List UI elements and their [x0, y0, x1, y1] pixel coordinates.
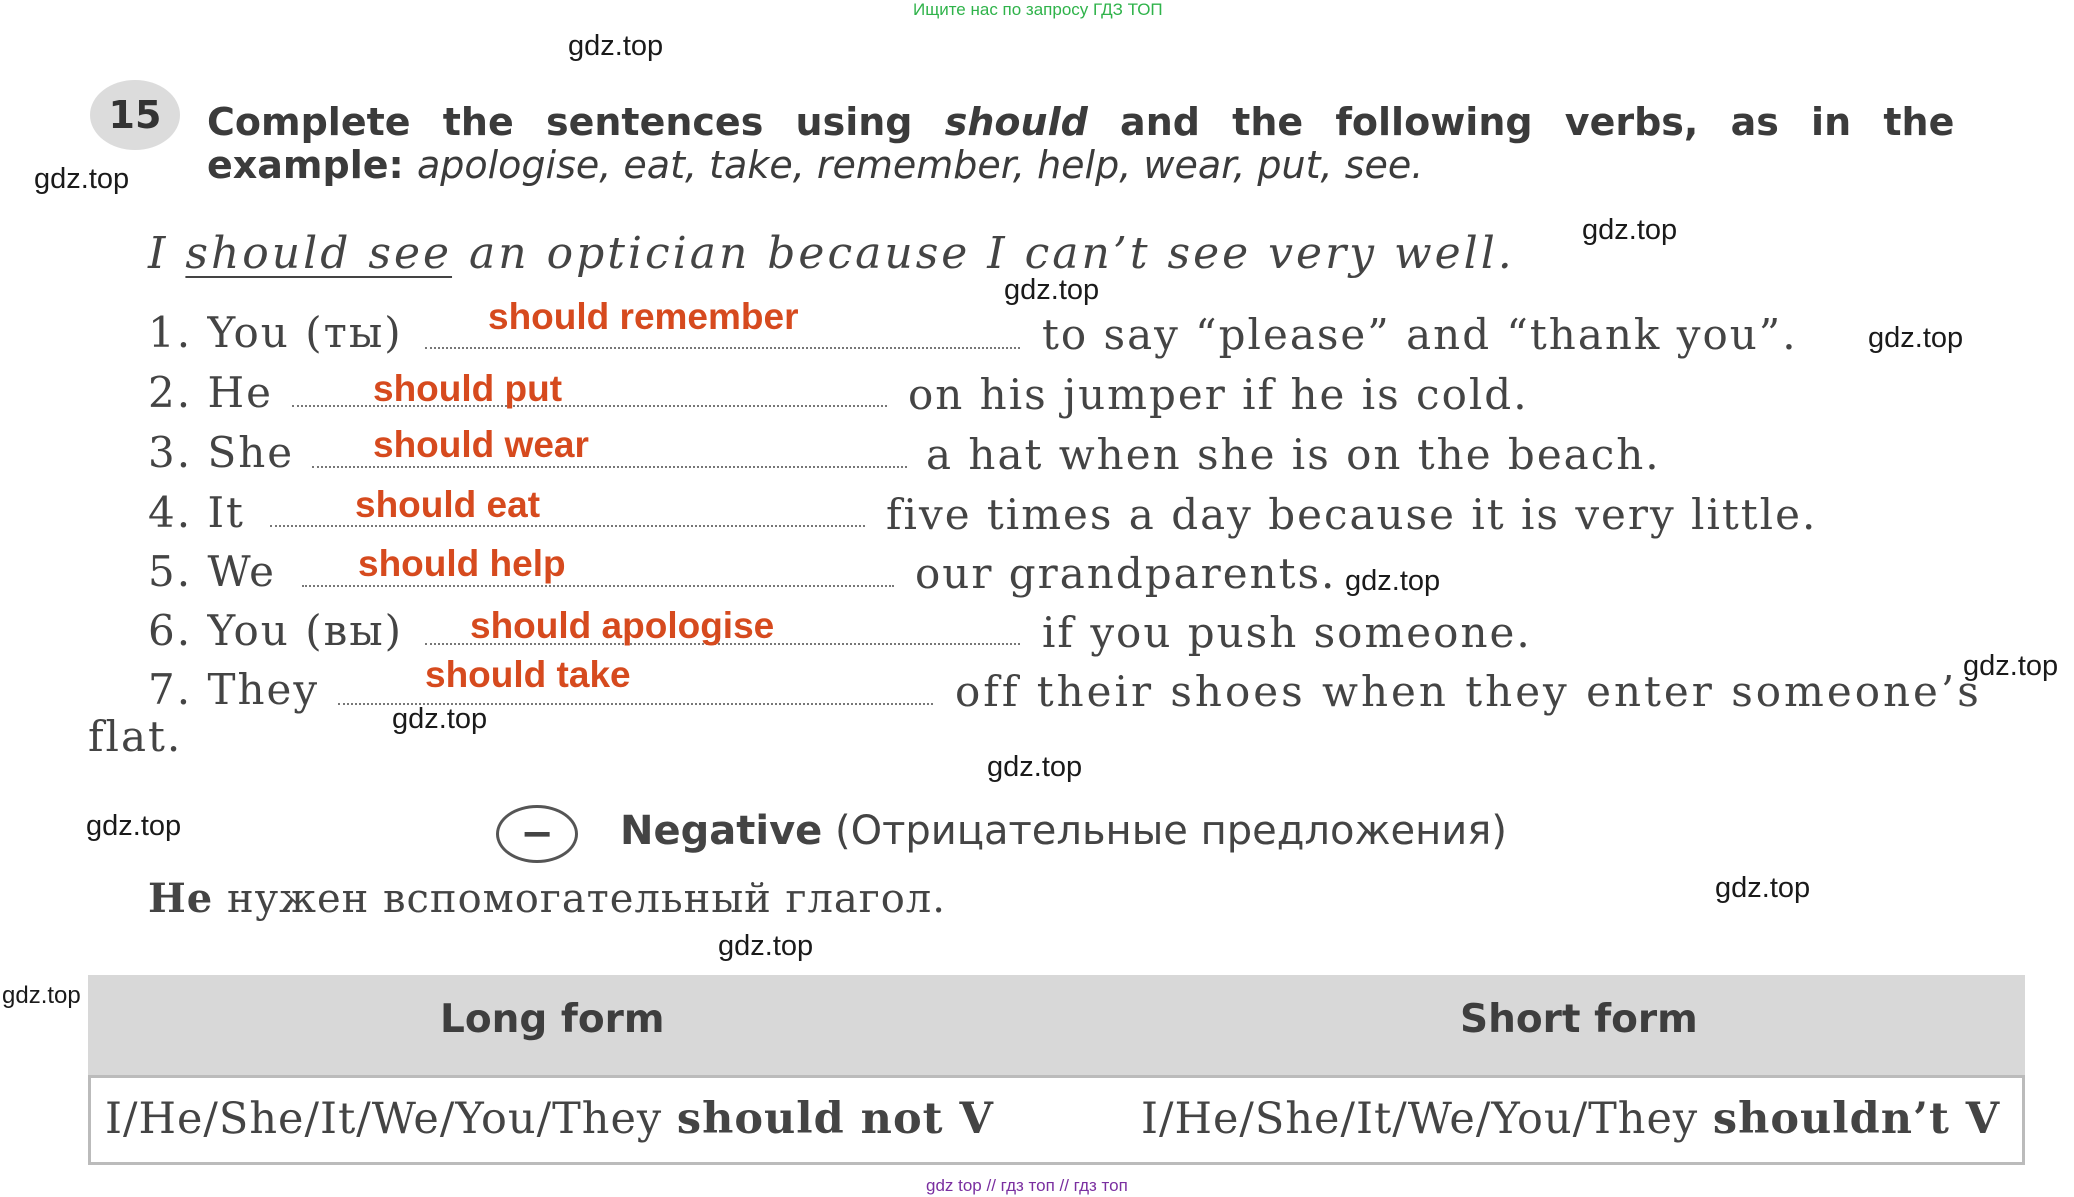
watermark: gdz.top [392, 703, 488, 735]
item-number: 3. [148, 428, 193, 477]
example-end: an optician because I can’t see very well. [469, 228, 1515, 279]
watermark: gdz.top [1004, 274, 1100, 306]
item-subject: They [207, 665, 320, 714]
item-7 [148, 665, 319, 714]
answer-blank [425, 347, 1020, 349]
watermark: gdz.top [2, 982, 81, 1009]
item-rest: our grandparents. [915, 549, 1337, 598]
watermark: gdz.top [568, 30, 664, 62]
answer-5: should help [358, 543, 566, 584]
instruction-example-label: example: [207, 143, 404, 187]
example-start: I [148, 228, 169, 279]
short-subject: I/He/She/It/We/You/They [1141, 1094, 1699, 1144]
item-number: 2. [148, 368, 193, 417]
item-1 [148, 308, 403, 357]
negative-label: Negative [620, 808, 823, 854]
minus-icon: − [496, 805, 578, 863]
note-bold: Не [148, 875, 214, 922]
instruction-text-2: and the following verbs, as in the [1120, 100, 1955, 144]
header-short-form: Short form [1460, 997, 1698, 1042]
item-subject: It [207, 488, 245, 537]
answer-blank [338, 703, 933, 705]
item-number: 7. [148, 665, 193, 714]
instruction-verbs: apologise, eat, take, remember, help, wear, put, see. [416, 143, 1424, 187]
long-form: should not V [676, 1094, 994, 1144]
long-form-cell [105, 1094, 994, 1144]
item-subject: She [207, 428, 295, 477]
watermark: gdz.top [987, 751, 1083, 783]
negative-translation: (Отрицательные предложения) [834, 808, 1507, 854]
watermark: gdz.top [718, 930, 814, 962]
item-rest: if you push someone. [1042, 608, 1532, 657]
item-number: 5. [148, 547, 193, 596]
item-7-continuation: flat. [88, 712, 183, 761]
item-5 [148, 547, 276, 596]
negative-note [148, 875, 946, 922]
instruction-line-1 [207, 100, 1954, 144]
instruction-text: Complete the sentences using [207, 100, 913, 144]
item-number: 1. [148, 308, 193, 357]
answer-2: should put [373, 368, 563, 409]
search-hint: Ищите нас по запросу ГДЗ ТОП [913, 0, 1163, 19]
watermark: gdz.top [1345, 565, 1441, 597]
short-form: shouldn’t V [1712, 1094, 2001, 1144]
answer-4: should eat [355, 484, 541, 525]
instruction-line-2 [207, 143, 1423, 187]
instruction-keyword: should [944, 100, 1088, 144]
answer-1: should remember [488, 296, 799, 337]
item-subject: He [207, 368, 273, 417]
answer-3: should wear [373, 424, 589, 465]
answer-7: should take [425, 654, 631, 695]
item-6 [148, 606, 403, 655]
table-row [88, 1075, 2025, 1165]
answer-blank [302, 585, 894, 587]
item-number: 6. [148, 606, 193, 655]
exercise-number: 15 [90, 80, 180, 150]
watermark: gdz.top [1868, 322, 1964, 354]
watermark: gdz.top [1582, 214, 1678, 246]
item-subject: We [207, 547, 277, 596]
item-rest: a hat when she is on the beach. [926, 430, 1661, 479]
table-header [88, 975, 2025, 1075]
item-rest: off their shoes when they enter someone’s [955, 667, 1982, 716]
forms-table [88, 975, 2025, 1165]
example-answer: should see [185, 228, 453, 279]
watermark: gdz.top [1715, 872, 1811, 904]
answer-blank [312, 466, 907, 468]
note-text: нужен вспомогательный глагол. [226, 876, 946, 922]
negative-title [620, 808, 1507, 854]
watermark: gdz.top [86, 810, 182, 842]
answer-6: should apologise [470, 605, 775, 646]
long-subject: I/He/She/It/We/You/They [105, 1094, 663, 1144]
watermark: gdz.top [34, 163, 130, 195]
item-rest: to say “please” and “thank you”. [1042, 310, 1798, 359]
item-rest: on his jumper if he is cold. [908, 370, 1529, 419]
item-number: 4. [148, 488, 193, 537]
footer-links: gdz top // гдз топ // гдз топ [926, 1176, 1128, 1195]
header-long-form: Long form [440, 997, 665, 1042]
item-rest: five times a day because it is very little. [886, 490, 1818, 539]
item-subject: You (ты) [207, 308, 403, 357]
watermark: gdz.top [1963, 650, 2059, 682]
item-subject: You (вы) [207, 606, 404, 655]
example-sentence [148, 228, 1515, 279]
item-3 [148, 428, 294, 477]
item-4 [148, 488, 245, 537]
item-2 [148, 368, 273, 417]
short-form-cell [1141, 1094, 2000, 1144]
